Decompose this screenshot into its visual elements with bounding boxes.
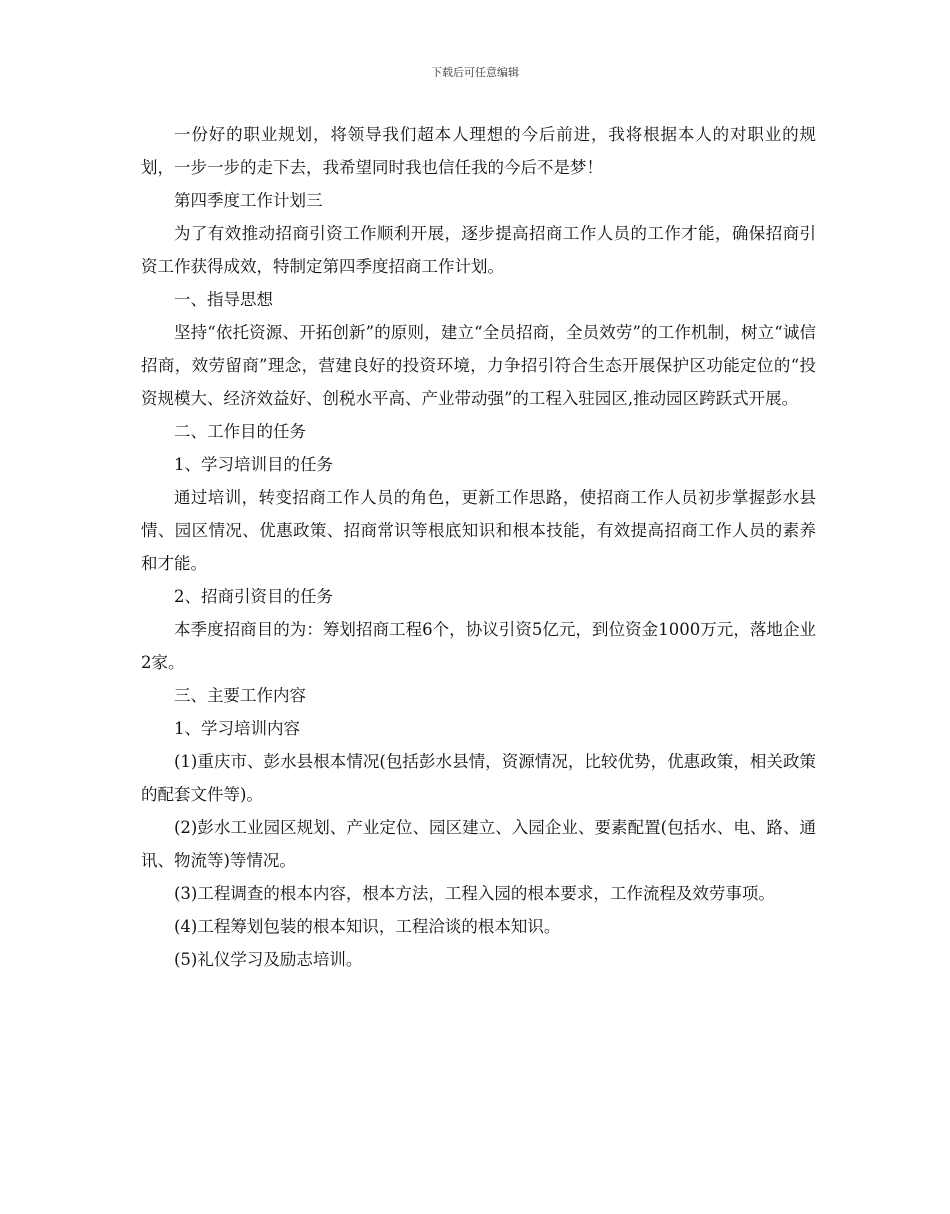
list-item: (3)工程调查的根本内容，根本方法，工程入园的根本要求，工作流程及效劳事项。 <box>174 884 775 903</box>
subheading: 1、学习培训目的任务 <box>174 455 333 474</box>
section-title: 第四季度工作计划三 <box>174 191 323 210</box>
list-item: (2)彭水工业园区规划、产业定位、园区建立、入园企业、要素配置(包括水、电、路、通讯、物流等)等情况。 <box>141 818 816 870</box>
heading: 一、指导思想 <box>174 290 273 309</box>
subheading: 1、学习培训内容 <box>174 719 300 738</box>
heading: 三、主要工作内容 <box>174 686 306 705</box>
list-item: (5)礼仪学习及励志培训。 <box>174 950 363 969</box>
paragraph: 一份好的职业规划，将领导我们超本人理想的今后前进，我将根据本人的对职业的规划，一步一步的走下去，我希望同时我也信任我的今后不是梦！ <box>141 125 816 177</box>
document-body <box>141 118 816 976</box>
subheading: 2、招商引资目的任务 <box>174 587 333 606</box>
list-item: (1)重庆市、彭水县根本情况(包括彭水县情，资源情况，比较优势，优惠政策，相关政策的配套文件等)。 <box>141 752 816 804</box>
paragraph: 坚持“依托资源、开拓创新”的原则，建立“全员招商，全员效劳”的工作机制，树立“诚信招商，效劳留商”理念，营建良好的投资环境，力争招引符合生态开展保护区功能定位的“投资规模大、经济效益好、创税水平高、产业带动强”的工程入驻园区,推动园区跨跃式开展。 <box>141 323 816 408</box>
paragraph: 为了有效推动招商引资工作顺利开展，逐步提高招商工作人员的工作才能，确保招商引资工作获得成效，特制定第四季度招商工作计划。 <box>141 224 816 276</box>
header-note: 下载后可任意编辑 <box>431 66 519 79</box>
heading: 二、工作目的任务 <box>174 422 306 441</box>
paragraph: 通过培训，转变招商工作人员的角色，更新工作思路，使招商工作人员初步掌握彭水县情、园区情况、优惠政策、招商常识等根底知识和根本技能，有效提高招商工作人员的素养和才能。 <box>141 488 816 573</box>
paragraph: 本季度招商目的为：筹划招商工程6个，协议引资5亿元，到位资金1000万元，落地企业2家。 <box>141 620 816 672</box>
list-item: (4)工程筹划包装的根本知识，工程洽谈的根本知识。 <box>174 917 561 936</box>
